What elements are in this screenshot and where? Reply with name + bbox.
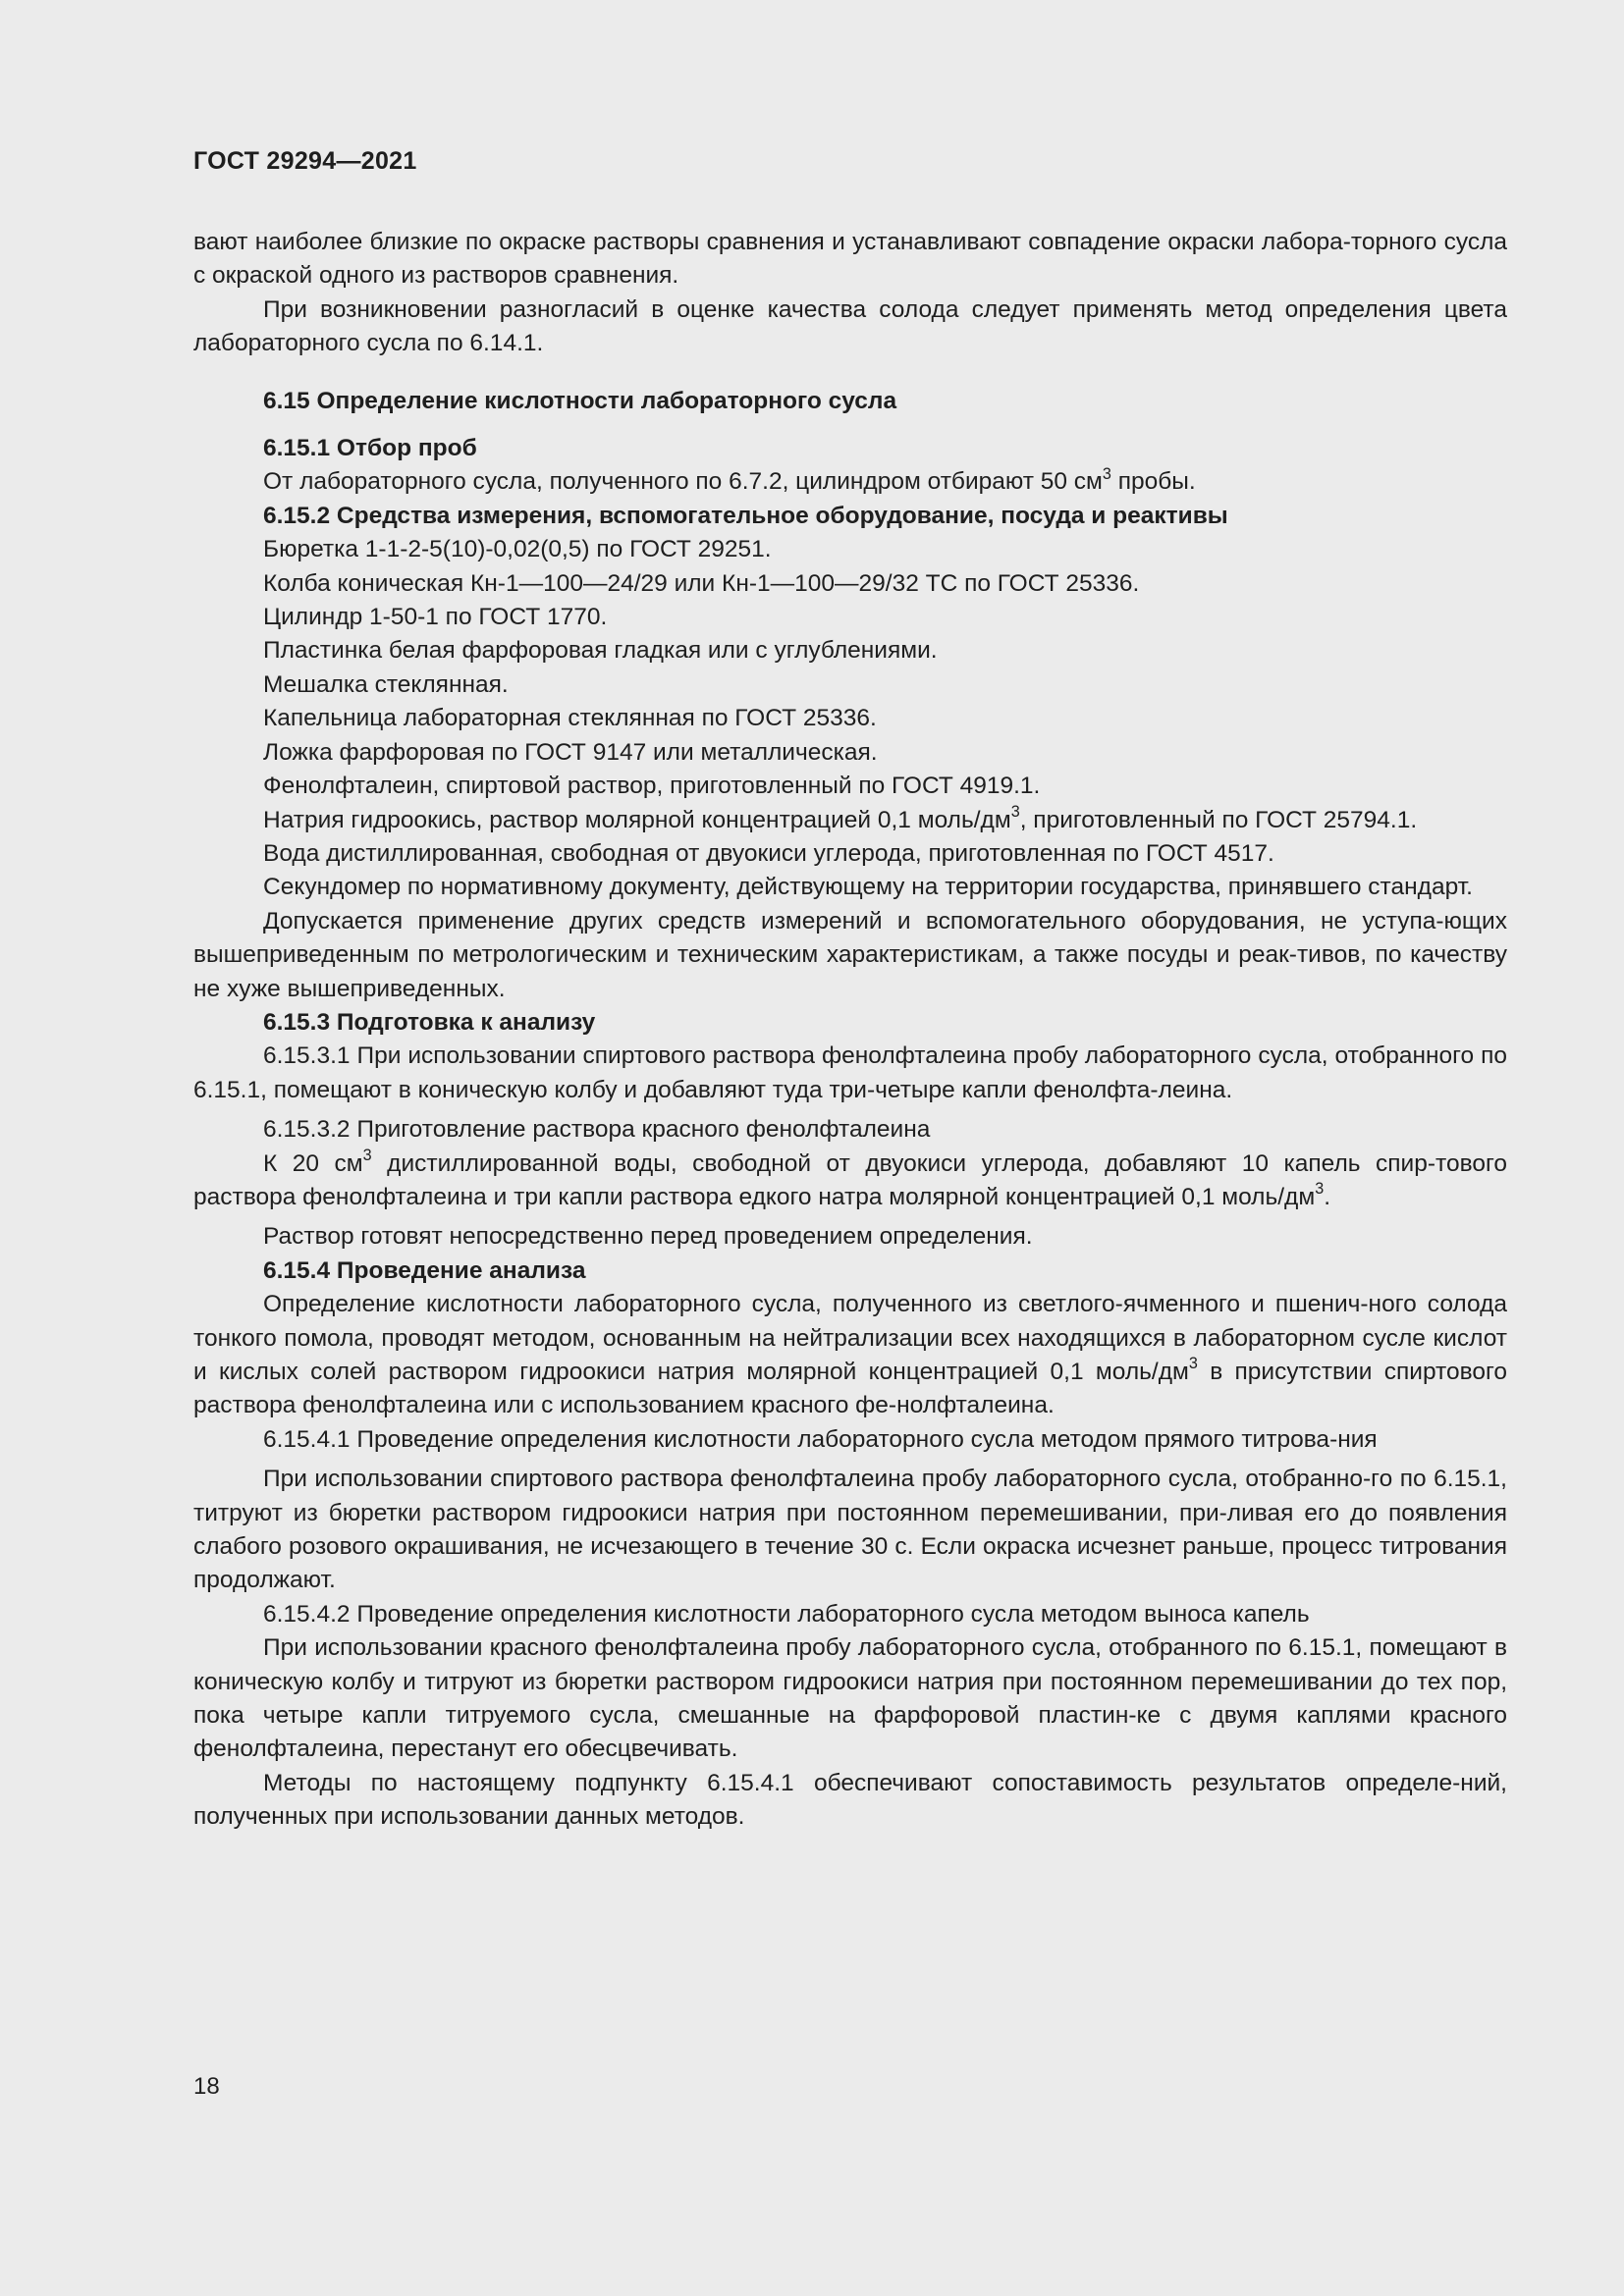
superscript: 3 [1010,802,1020,821]
text-run: Определение кислотности лабораторного сусла, полученного из светлого-ячменного и пшенич-ного солода тонкого помола, проводят методом, основанным на нейтрализации всех находящихся в лабораторном сусле кислот и кислых солей раствором гидроокиси натрия молярной концентрацией 0,1 моль/дм [193,1291,1507,1385]
list-item: Секундомер по нормативному документу, действующему на территории государства, принявшего стандарт. [263,874,1473,901]
text-run: От лабораторного сусла, полученного по 6.7.2, цилиндром отбирают 50 см [263,468,1103,496]
paragraph [193,1288,1507,1423]
paragraph: Методы по настоящему подпункту 6.15.4.1 обеспечивают сопоставимость результатов определе-ний, полученных при использовании данных методов. [193,1769,1507,1831]
document-body [193,226,1507,1835]
text-run: К 20 см [263,1149,363,1177]
list-item [193,804,1507,837]
list-item: Мешалка стеклянная. [263,670,509,698]
subsection-heading: 6.15.1 Отбор проб [263,435,477,462]
subsection-heading: 6.15.3 Подготовка к анализу [263,1008,596,1036]
paragraph: При использовании красного фенолфталеина пробу лабораторного сусла, отобранного по 6.15.1, помещают в коническую колбу и титруют из бюретки раствором гидроокиси натрия при постоянном перемешивании до тех пор, пока четыре капли титруемого сусла, смешанные на фарфоровой пластин-ке с двумя каплями красного фенолфталеина, перестанут его обесцвечивать. [193,1634,1507,1763]
list-item: Цилиндр 1-50-1 по ГОСТ 1770. [263,604,608,631]
clause-heading: 6.15.3.2 Приготовление раствора красного фенолфталеина [263,1116,931,1144]
list-item: Пластинка белая фарфоровая гладкая или с углублениями. [263,637,938,665]
text-run: Натрия гидроокись, раствор молярной концентрацией 0,1 моль/дм [263,806,1011,833]
clause-heading: 6.15.4.2 Проведение определения кислотности лабораторного сусла методом выноса капель [263,1600,1310,1628]
subsection-heading: 6.15.4 Проведение анализа [263,1256,586,1284]
list-item: Бюретка 1-1-2-5(10)-0,02(0,5) по ГОСТ 29251. [263,536,772,563]
list-item: Капельница лабораторная стеклянная по ГОСТ 25336. [263,705,877,732]
paragraph: 6.15.3.1 При использовании спиртового раствора фенолфталеина пробу лабораторного сусла, отобранного по 6.15.1, помещают в коническую колбу и добавляют туда три-четыре капли фенолфта-леина. [193,1042,1507,1103]
text-run: , приготовленный по ГОСТ 25794.1. [1019,806,1418,833]
document-header: ГОСТ 29294—2021 [193,147,417,175]
section-heading: 6.15 Определение кислотности лабораторного сусла [263,387,897,414]
text-run: . [1324,1183,1331,1210]
superscript: 3 [362,1146,372,1164]
paragraph: Допускается применение других средств измерений и вспомогательного оборудования, не уступа-ющих вышеприведенным по метрологическим и техническим характеристикам, а также посуды и реак-тивов, по качеству не хуже вышеприведенных. [193,907,1507,1002]
text-run: дистиллированной воды, свободной от двуокиси углерода, добавляют 10 капель спир-тового раствора фенолфталеина и три капли раствора едкого натра молярной концентрацией 0,1 моль/дм [193,1149,1507,1210]
list-item: Ложка фарфоровая по ГОСТ 9147 или металлическая. [263,738,878,766]
paragraph: Раствор готовят непосредственно перед проведением определения. [263,1223,1033,1251]
paragraph [193,465,1507,499]
superscript: 3 [1315,1180,1325,1199]
page-number: 18 [193,2073,220,2100]
superscript: 3 [1102,464,1111,483]
text-run: в присутствии спиртового раствора фенолфталеина или с использованием красного фе-нолфталеина. [193,1359,1507,1419]
paragraph: При возникновении разногласий в оценке качества солода следует применять метод определения цвета лабораторного сусла по 6.14.1. [193,295,1507,357]
superscript: 3 [1188,1355,1198,1373]
paragraph: При использовании спиртового раствора фенолфталеина пробу лабораторного сусла, отобранно-го по 6.15.1, титруют из бюретки раствором гидроокиси натрия при постоянном перемешивании, при-ливая его до появления слабого розового окрашивания, не исчезающего в течение 30 с. Если окраска исчезнет раньше, процесс титрования продолжают. [193,1466,1507,1594]
list-item: Колба коническая Кн-1—100—24/29 или Кн-1—100—29/32 ТС по ГОСТ 25336. [263,569,1140,597]
text-run: пробы. [1110,468,1196,496]
list-item: Фенолфталеин, спиртовой раствор, приготовленный по ГОСТ 4919.1. [263,773,1041,800]
subsection-heading: 6.15.2 Средства измерения, вспомогательное оборудование, посуда и реактивы [263,502,1228,529]
list-item: Вода дистиллированная, свободная от двуокиси углерода, приготовленная по ГОСТ 4517. [263,839,1274,867]
paragraph-continuation: вают наиболее близкие по окраске растворы сравнения и устанавливают совпадение окраски лабора-торного сусла с окраской одного из растворов сравнения. [193,229,1507,290]
clause-heading: 6.15.4.1 Проведение определения кислотности лабораторного сусла методом прямого титрова-ния [263,1425,1378,1453]
paragraph [193,1148,1507,1215]
